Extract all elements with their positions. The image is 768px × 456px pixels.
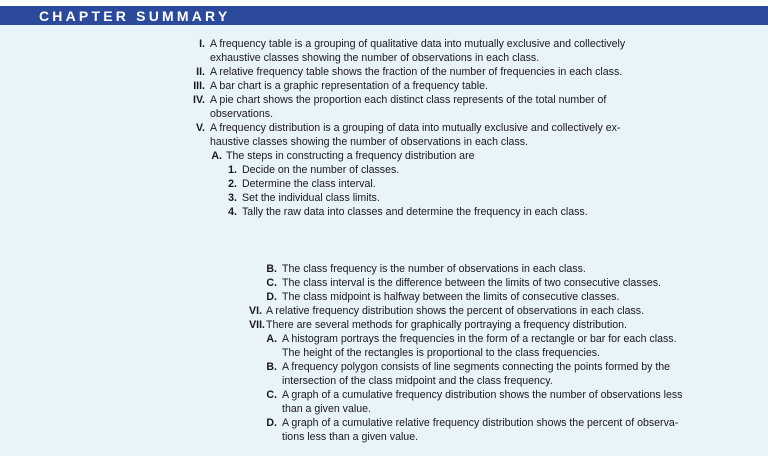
summary-item-text: A frequency distribution is a grouping of data into mutually exclusive and collectively ex-	[210, 122, 621, 134]
summary-item-label: VI.	[249, 305, 262, 317]
summary-item-text: than a given value.	[282, 403, 371, 415]
summary-item-text: exhaustive classes showing the number of observations in each class.	[210, 52, 540, 64]
summary-item-label: IV.	[193, 94, 205, 106]
summary-item-label: A.	[266, 333, 277, 345]
summary-item-label: D.	[266, 291, 277, 303]
summary-item-text: A graph of a cumulative relative frequency distribution shows the percent of observa-	[282, 417, 679, 429]
summary-item-text: Decide on the number of classes.	[242, 164, 400, 176]
summary-item-text: A relative frequency distribution shows the percent of observations in each class.	[266, 305, 645, 317]
summary-item-label: III.	[193, 80, 205, 92]
summary-item-label: B.	[266, 263, 277, 275]
summary-item-label: 2.	[228, 178, 237, 190]
summary-item-text: Tally the raw data into classes and determine the frequency in each class.	[242, 206, 588, 218]
summary-item-label: B.	[266, 361, 277, 373]
summary-item-label: D.	[266, 417, 277, 429]
summary-item-label: V.	[195, 122, 205, 134]
summary-item-text: The class midpoint is halfway between the limits of consecutive classes.	[282, 291, 620, 303]
summary-item-text: observations.	[210, 108, 274, 120]
summary-item-text: A histogram portrays the frequencies in the form of a rectangle or bar for each class.	[282, 333, 677, 345]
summary-item-label: I.	[199, 38, 205, 50]
summary-item-text: A bar chart is a graphic representation of a frequency table.	[210, 80, 488, 92]
summary-item-text: tions less than a given value.	[282, 431, 419, 443]
summary-item-text: The class interval is the difference between the limits of two consecutive classes.	[282, 277, 662, 289]
summary-item-text: The height of the rectangles is proportional to the class frequencies.	[282, 347, 600, 359]
summary-item-label: C.	[266, 389, 277, 401]
summary-item-text: The steps in constructing a frequency distribution are	[226, 150, 475, 162]
summary-item-text: Set the individual class limits.	[242, 192, 380, 204]
summary-item-label: C.	[266, 277, 277, 289]
summary-item-text: intersection of the class midpoint and the class frequency.	[282, 375, 553, 387]
summary-item-text: There are several methods for graphically portraying a frequency distribution.	[266, 319, 627, 331]
summary-item-label: 1.	[228, 164, 237, 176]
summary-item-label: A.	[211, 150, 222, 162]
summary-item-text: A relative frequency table shows the fraction of the number of frequencies in each class.	[210, 66, 623, 78]
summary-item-text: A pie chart shows the proportion each distinct class represents of the total number of	[210, 94, 607, 106]
summary-item-label: VII.	[249, 319, 265, 331]
summary-item-text: A frequency table is a grouping of qualitative data into mutually exclusive and collectively	[210, 38, 626, 50]
chapter-summary-header	[0, 6, 768, 25]
summary-item-label: 4.	[228, 206, 237, 218]
summary-item-text: Determine the class interval.	[242, 178, 376, 190]
summary-item-label: II.	[196, 66, 205, 78]
summary-item-text: haustive classes showing the number of observations in each class.	[210, 136, 528, 148]
summary-item-text: A graph of a cumulative frequency distribution shows the number of observations less	[282, 389, 683, 401]
summary-item-text: The class frequency is the number of observations in each class.	[282, 263, 586, 275]
summary-item-label: 3.	[228, 192, 237, 204]
header-title: CHAPTER SUMMARY	[39, 8, 231, 24]
summary-item-text: A frequency polygon consists of line segments connecting the points formed by the	[282, 361, 671, 373]
